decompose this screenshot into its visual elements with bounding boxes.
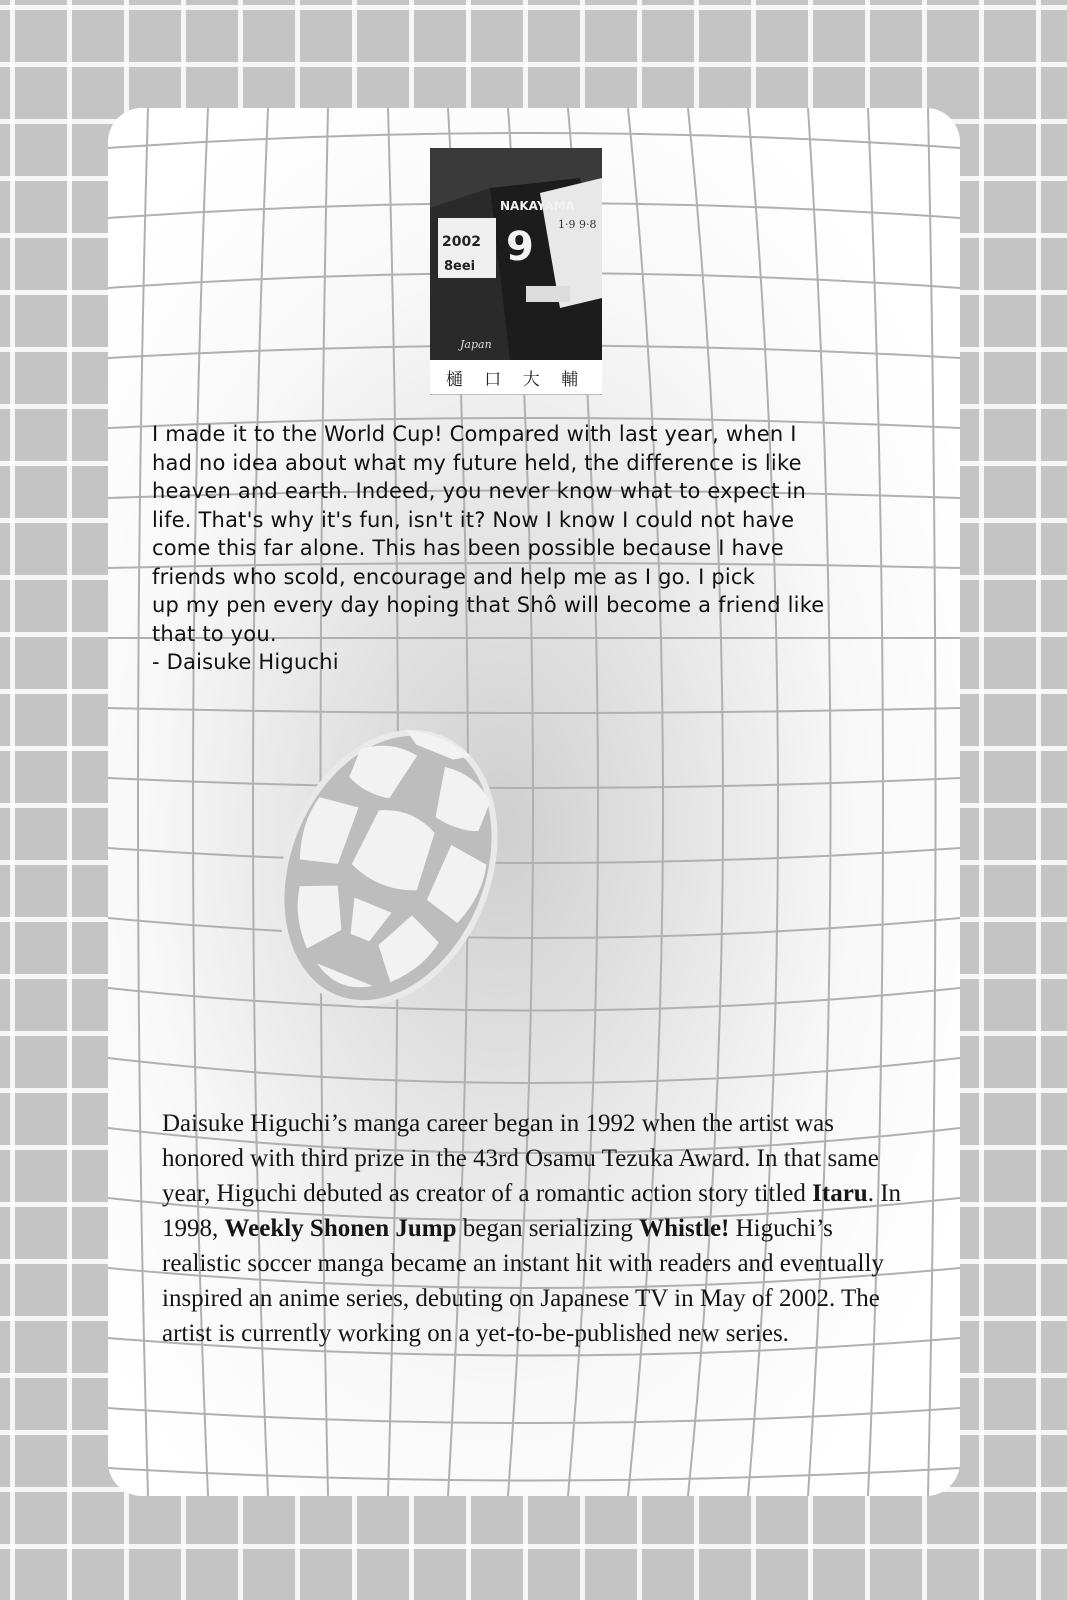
quote-line: friends who scold, encourage and help me as I go. I pick [152, 564, 756, 589]
quote-line: heaven and earth. Indeed, you never know what to expect in [152, 479, 807, 503]
bio-title-whistle: Whistle! [639, 1215, 730, 1242]
quote-line: I made it to the World Cup! Compared with last year, when I [152, 422, 797, 446]
jersey-name: NAKAYAMA [500, 199, 575, 213]
quote-line: up my pen every day hoping that Shô will become a friend like [152, 593, 825, 617]
quote-signature: - Daisuke Higuchi [152, 650, 339, 674]
shirt-numbers: 1·9 9·8 [558, 218, 597, 231]
badge-text: 8eei [444, 259, 476, 274]
bio-title-itaru: Itaru [812, 1180, 868, 1207]
bio-magazine-title: Weekly Shonen Jump [224, 1215, 457, 1242]
bio-text: began serializing [456, 1215, 640, 1242]
quote-line: life. That's why it's fun, isn't it? Now I know I could not have [152, 507, 795, 532]
jersey-number: 9 [506, 224, 534, 270]
quote-line: come this far alone. This has been possible because I have [152, 536, 784, 560]
quote-line: had no idea about what my future held, the difference is like [152, 450, 802, 475]
quote-line: that to you. [152, 621, 277, 646]
author-photo [430, 148, 602, 360]
author-panel [108, 108, 960, 1496]
author-quote [152, 420, 922, 677]
author-name-caption: 樋 口 大 輔 [430, 360, 602, 395]
bio-text: . In 1998, [162, 1180, 902, 1242]
badge-year: 2002 [442, 234, 481, 250]
bio-text: Daisuke Higuchi’s manga career began in 1992 when the artist was honored with third prize in the 43rd Osamu Tezuka Award. In that same year, Higuchi debuted as creator of a romantic action story titled [162, 1110, 879, 1207]
author-bio [162, 1106, 902, 1351]
bio-text: Higuchi’s realistic soccer manga became an instant hit with readers and eventually inspired an anime series, debuting on Japanese TV in May of 2002. The artist is currently working on a yet-to-be-published new series. [162, 1215, 884, 1347]
soccer-ball-icon [258, 708, 518, 1028]
shirt-brand: Japan [460, 338, 492, 351]
bio-paragraph [162, 1106, 902, 1351]
